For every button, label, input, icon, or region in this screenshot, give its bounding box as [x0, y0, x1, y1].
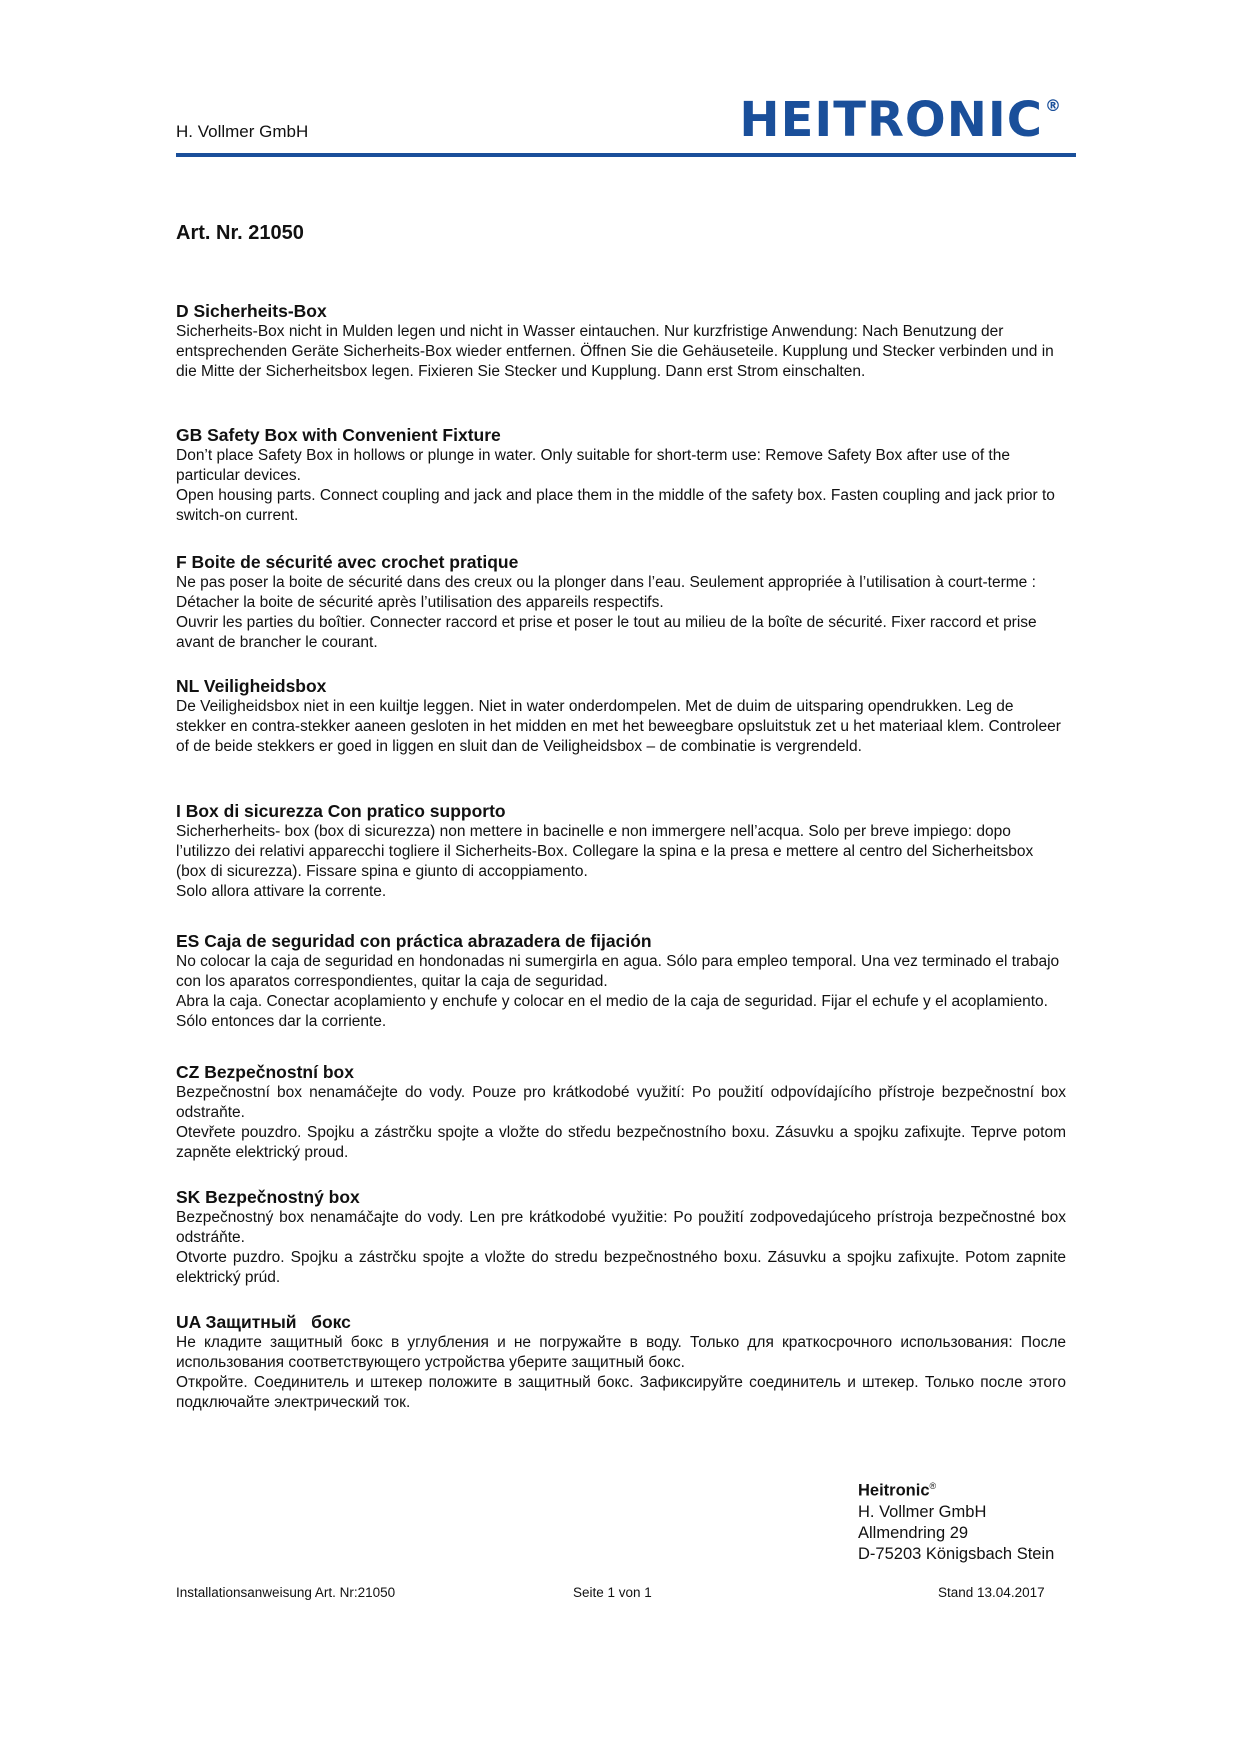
- address-registered-mark: ®: [929, 1481, 937, 1491]
- section-gb: [176, 424, 1066, 526]
- section-paragraph: Bezpečnostní box nenamáčejte do vody. Pouze pro krátkodobé využití: Po použití odpovídajícího přístroje bezpečnostní box odstraňte.: [176, 1084, 1066, 1121]
- section-paragraph: De Veiligheidsbox niet in een kuiltje leggen. Niet in water onderdompelen. Met de duim de uitsparing opendrukken. Leg de stekker en contra-stekker aaneen gesloten in het midden en met het beweegbare opsluitstuk zet u het materiaal klem. Controleer of de beide stekkers er goed in liggen en sluit dan de Veiligheidsbox – de combinatie is vergrendeld.: [176, 698, 1061, 755]
- section-paragraph: Open housing parts. Connect coupling and jack and place them in the middle of the safety box. Fasten coupling and jack prior to switch-on current.: [176, 487, 1055, 524]
- section-paragraph: Ne pas poser la boite de sécurité dans des creux ou la plonger dans l’eau. Seulement appropriée à l’utilisation à court-terme : Détacher la boite de sécurité après l’utilisation des appareils respectifs.: [176, 574, 1036, 611]
- section-title: D Sicherheits-Box: [176, 301, 327, 321]
- address-city: D-75203 Königsbach Stein: [858, 1544, 1055, 1563]
- address-brand: [858, 1476, 1054, 1502]
- section-fr: [176, 551, 1066, 653]
- footer-document-title: Installationsanweisung Art. Nr:21050: [176, 1585, 396, 1600]
- section-it: [176, 800, 1066, 902]
- logo-text: HEITRONIC: [739, 92, 1043, 148]
- section-cz: [176, 1061, 1066, 1163]
- section-ua: [176, 1311, 1066, 1413]
- header-company-name: H. Vollmer GmbH: [176, 122, 309, 141]
- footer-date: Stand 13.04.2017: [938, 1585, 1045, 1600]
- section-paragraph: Sicherherheits- box (box di sicurezza) non mettere in bacinelle e non immergere nell’acqua. Solo per breve impiego: dopo l’utilizzo dei relativi apparecchi togliere il Sicherheits-Box. Collegare la spina e la presa e mettere al centro del Sicherheitsbox (box di sicurezza). Fissare spina e giunto di accoppiamento.: [176, 823, 1034, 880]
- address-brand-name: Heitronic: [858, 1481, 930, 1500]
- company-address: [858, 1476, 1054, 1565]
- section-paragraph: Otevřete pouzdro. Spojku a zástrčku spojte a vložte do středu bezpečnostního boxu. Zásuvku a spojku zafixujte. Teprve potom zapněte elektrický proud.: [176, 1124, 1066, 1161]
- section-nl: [176, 675, 1066, 757]
- header-divider: [176, 153, 1076, 157]
- section-paragraph: Solo allora attivare la corrente.: [176, 883, 387, 900]
- section-title: F Boite de sécurité avec crochet pratique: [176, 552, 519, 572]
- section-de: [176, 300, 1066, 382]
- registered-mark: ®: [1045, 96, 1062, 115]
- section-title: I Box di sicurezza Con pratico supporto: [176, 801, 506, 821]
- section-paragraph: Abra la caja. Conectar acoplamiento y enchufe y colocar en el medio de la caja de seguridad. Fijar el echufe y el acoplamiento. Sólo entonces dar la corriente.: [176, 993, 1048, 1030]
- section-paragraph: Sicherheits-Box nicht in Mulden legen und nicht in Wasser eintauchen. Nur kurzfristige Anwendung: Nach Benutzung der entsprechenden Geräte Sicherheits-Box wieder entfernen. Öffnen Sie die Gehäuseteile. Kupplung und Stecker verbinden und in die Mitte der Sicherheitsbox legen. Fixieren Sie Stecker und Kupplung. Dann erst Strom einschalten.: [176, 323, 1054, 380]
- section-paragraph: No colocar la caja de seguridad en hondonadas ni sumergirla en agua. Sólo para empleo temporal. Una vez terminado el trabajo con los aparatos correspondientes, quitar la caja de seguridad.: [176, 953, 1060, 990]
- section-title: CZ Bezpečnostní box: [176, 1062, 354, 1082]
- section-title: ES Caja de seguridad con práctica abrazadera de fijación: [176, 931, 652, 951]
- address-street: Allmendring 29: [858, 1523, 969, 1542]
- section-sk: [176, 1186, 1066, 1288]
- section-title: UA Защитный бокс: [176, 1312, 351, 1332]
- section-title: SK Bezpečnostný box: [176, 1187, 360, 1207]
- section-paragraph: Ouvrir les parties du boîtier. Connecter raccord et prise et poser le tout au milieu de la boîte de sécurité. Fixer raccord et prise avant de brancher le courant.: [176, 614, 1037, 651]
- section-paragraph: Не кладите защитный бокс в углубления и не погружайте в воду. Только для краткосрочного использования: После использования соответствующего устройства уберите защитный бокс.: [176, 1334, 1066, 1371]
- section-paragraph: Bezpečnostný box nenamáčajte do vody. Len pre krátkodobé využitie: Po použití zodpovedajúceho prístroja bezpečnostné box odstráňte.: [176, 1209, 1066, 1246]
- section-title: NL Veiligheidsbox: [176, 676, 327, 696]
- address-company: H. Vollmer GmbH: [858, 1502, 987, 1521]
- footer-page-number: Seite 1 von 1: [573, 1585, 652, 1600]
- section-title: GB Safety Box with Convenient Fixture: [176, 425, 501, 445]
- article-number: Art. Nr. 21050: [176, 222, 304, 244]
- heitronic-logo: [739, 92, 1062, 148]
- section-paragraph: Otvorte puzdro. Spojku a zástrčku spojte a vložte do stredu bezpečnostného boxu. Zásuvku a spojku zafixujte. Potom zapnite elektrický prúd.: [176, 1249, 1066, 1286]
- section-paragraph: Откройте. Соединитель и штекер положите в защитный бокс. Зафиксируйте соединитель и штекер. Только после этого подключайте электрический ток.: [176, 1374, 1066, 1411]
- section-es: [176, 930, 1066, 1032]
- section-paragraph: Don’t place Safety Box in hollows or plunge in water. Only suitable for short-term use: Remove Safety Box after use of the particular devices.: [176, 447, 1010, 484]
- document-header: [176, 92, 1076, 160]
